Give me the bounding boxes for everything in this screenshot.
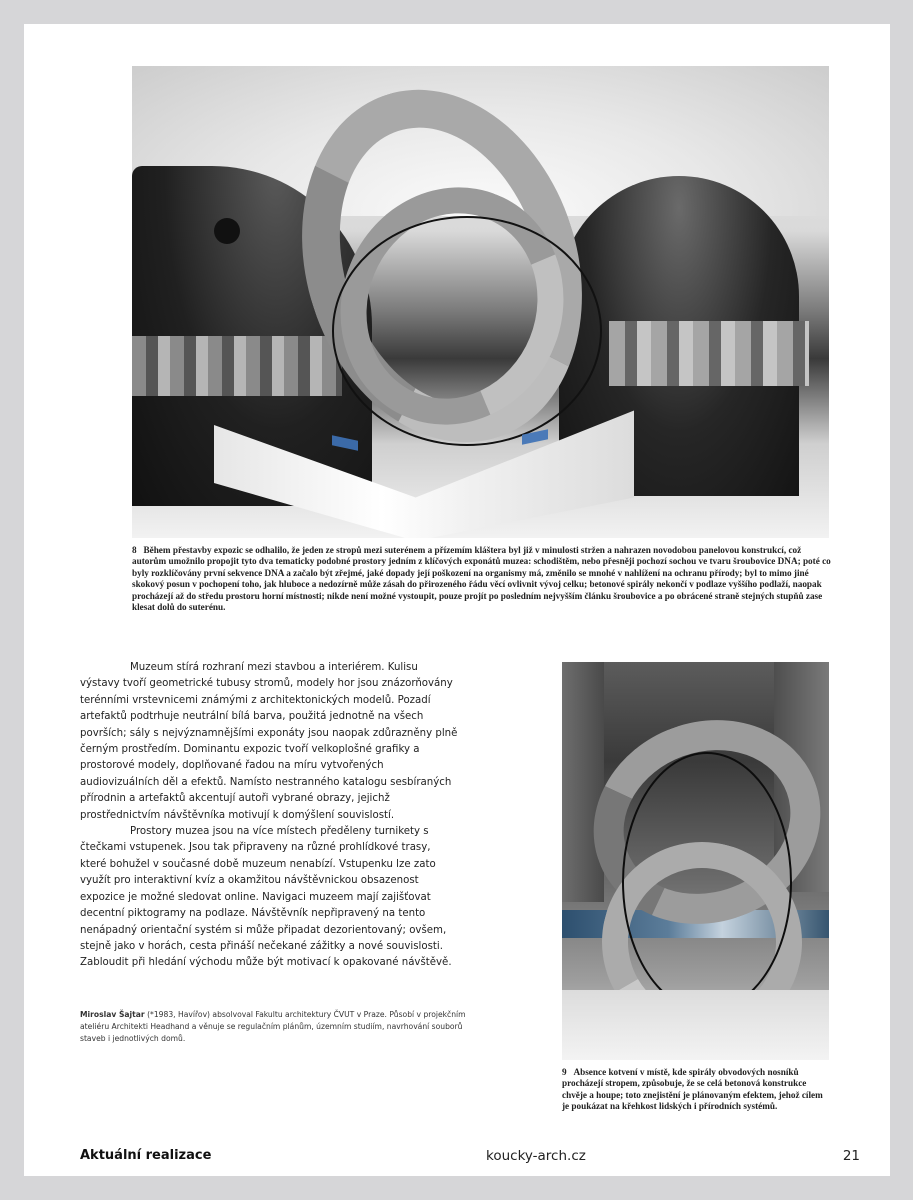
magazine-page xyxy=(24,24,890,1176)
website-link[interactable]: koucky-arch.cz xyxy=(486,1148,586,1164)
figure-9-caption xyxy=(562,1067,832,1113)
figure-8-caption xyxy=(132,545,832,613)
article-body xyxy=(80,660,458,972)
caption-text: Absence kotvení v místě, kde spirály obvodových nosníků procházejí stropem, způsobuje, že se celá betonová konstrukce chvěje a houpe; toto znejistění je plánovaným efektem, jehož cílem je poukázat na křehkost lidských i přírodních systémů. xyxy=(562,1067,823,1112)
stair-railing xyxy=(622,752,792,1012)
author-name: Miroslav Šajtar xyxy=(80,1010,145,1019)
article-paragraph: Prostory muzea jsou na více místech předěleny turnikety s čtečkami vstupenek. Jsou tak připraveny na různé prohlídkové trasy, které bohužel v současné době muzeum nenabízí. Vstupenku lze zato využít pro interaktivní kvíz a okamžitou návštěvnickou obsazenost expozice je možné sledovat online. Navigaci muzeem mají zajišťovat decentní piktogramy na podlaze. Návštěvník nepřipravený na tento nenápadný orientační systém si může připadat dezorientovaný; ovšem, stejně jako v horách, cesta přináší nečekané zážitky a nové souvislosti. Zabloudit při hledání východu může být motivací k opakované návštěvě. xyxy=(80,826,452,969)
stair-railing xyxy=(332,216,602,446)
author-bio xyxy=(80,1009,470,1046)
page-number: 21 xyxy=(842,1148,860,1164)
figure-number: 9 xyxy=(562,1067,567,1077)
spiral-detail-photo xyxy=(562,662,829,1060)
spiral-staircase-photo xyxy=(132,66,829,538)
ceiling-opening xyxy=(214,218,240,244)
white-floor xyxy=(562,990,829,1060)
concrete-column-left xyxy=(562,662,604,902)
section-title: Aktuální realizace xyxy=(80,1148,212,1163)
photo-strip-left xyxy=(132,336,342,396)
article-paragraph: Muzeum stírá rozhraní mezi stavbou a interiérem. Kulisu výstavy tvoří geometrické tubusy stromů, modely hor jsou znázorňovány terénními vrstevnicemi známými z architektonických modelů. Pozadí artefaktů podtrhuje neutrální bílá barva, použitá jednotně na všech površích; sály s nejvýznamnějšími exponáty jsou naopak zdůrazněny plně černým prostředím. Dominantu expozic tvoří velkoplošné grafiky a prostorové modely, doplňované řadou na míru vytvořených audiovizuálních děl a efektů. Namísto nestranného katalogu sesbíraných přírodnin a artefaktů akcentují autoři vybrané obrazy, jejichž prostřednictvím návštěvníka motivují k domýšlení souvislostí. xyxy=(80,662,458,821)
photo-strip-right xyxy=(609,321,809,386)
author-bio-text: (*1983, Havířov) absolvoval Fakultu architektury ČVUT v Praze. Působí v projekčním ateliéru Architekti Headhand a věnuje se regulačním plánům, územním studiím, navrhování souborů staveb i jednotlivých domů. xyxy=(80,1010,466,1044)
figure-number: 8 xyxy=(132,545,137,555)
caption-text: Během přestavby expozic se odhalilo, že jeden ze stropů mezi suterénem a přízemím kláštera byl již v minulosti stržen a nahrazen novodobou panelovou konstrukcí, což autorům umožnilo propojit tyto dva tematicky podobné prostory jedním z klíčových exponátů muzea: schodištěm, nebo přesněji pochozí sochou ve tvaru šroubovice DNA; poté co byly rozklíčovány první sekvence DNA a začalo být zřejmé, jaké dopady její poškození na organismy má, změnilo se mnohé v nahlížení na ochranu přírody; byl to mimo jiné skokový posun v pochopení toho, jak hluboce a nedozírně může zásah do přirozeného řádu věcí ovlivnit vývoj celku; betonové spirály nekončí v podlaze vyššího podlaží, naopak procházejí až do středu prostoru horní místnosti; nikde není možné vystoupit, pouze projít po posledním nejvyšším článku šroubovice a po obrácené straně stejných stupňů zase klesat dolů do suterénu. xyxy=(132,545,831,613)
